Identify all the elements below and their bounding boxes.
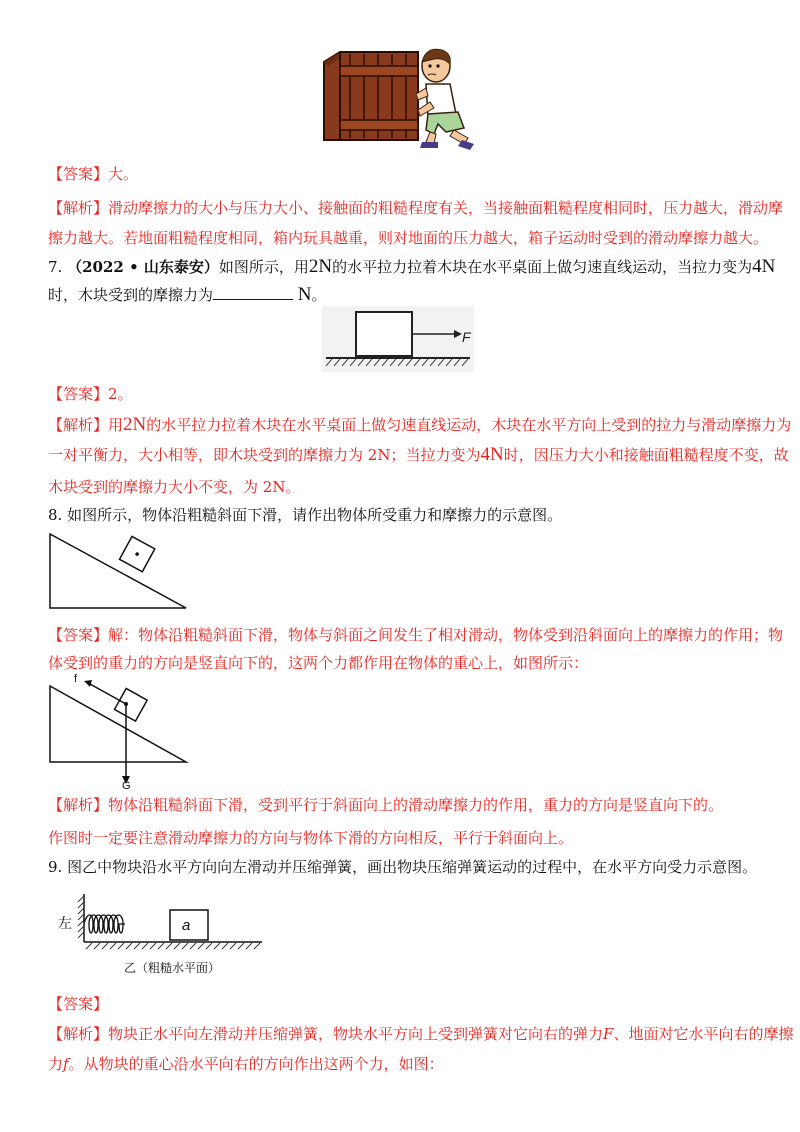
q9-block-label: a xyxy=(182,917,191,934)
answer-tag: 【答案】 xyxy=(48,626,109,644)
q6-analysis-text-1: 滑动摩擦力的大小与压力大小、接触面的粗糙程度有关，当接触面粗糙程度相同时，压力越大，滑动摩 xyxy=(108,199,784,217)
q7-analysis-text-2: 的水平拉力拉着木块在水平桌面上做匀速直线运动，木块在水平方向上受到的拉力与滑动摩擦力为 xyxy=(146,416,792,434)
q7-analysis-line-2 xyxy=(48,444,789,466)
q9-spring xyxy=(84,915,125,933)
q7-analysis-text-1: 用 xyxy=(108,416,124,434)
q8-block xyxy=(120,536,155,571)
q7-analysis-line-1 xyxy=(48,414,791,436)
q9-wall-hatching xyxy=(78,896,84,938)
analysis-tag: 【解析】 xyxy=(48,796,109,814)
q7-force-1: 2N xyxy=(308,256,333,277)
q8-force-diagram xyxy=(48,672,198,790)
q7-analysis-text-3: 一对平衡力，大小相等，即木块受到的摩擦力为 2N；当拉力变为 xyxy=(48,446,481,464)
q9-label-left: 左 xyxy=(58,915,72,931)
q7-answer-text: 2。 xyxy=(108,385,133,403)
q9-ground-hatching xyxy=(86,943,260,949)
q7-answer-blank xyxy=(213,285,293,300)
q8-analysis-text-1: 物体沿粗糙斜面下滑，受到平行于斜面向上的滑动摩擦力的作用，重力的方向是竖直向下的。 xyxy=(108,796,724,814)
q9-question: 9. 图乙中物块沿水平方向向左滑动并压缩弹簧，画出物块压缩弹簧运动的过程中，在水平方向受力示意图。 xyxy=(48,858,758,876)
q7-tail: 。 xyxy=(311,286,327,304)
q6-answer xyxy=(48,163,138,185)
q9-analysis-text-3: 力 xyxy=(48,1055,64,1073)
boy-pushing-crate-image xyxy=(318,44,478,150)
q7-analysis-force-2: 4N xyxy=(480,444,504,465)
analysis-tag: 【解析】 xyxy=(48,1025,109,1043)
q8-analysis-line-2: 作图时一定要注意滑动摩擦力的方向与物体下滑的方向相反，平行于斜面向上。 xyxy=(48,829,574,847)
q8-label-g: G xyxy=(122,780,131,790)
q7-answer xyxy=(48,383,133,405)
q7-figure-label-f: F xyxy=(462,329,471,345)
q7-analysis-line-3: 木块受到的摩擦力大小不变，为 2N。 xyxy=(48,478,301,496)
q7-source: （2022 • 山东泰安） xyxy=(67,258,219,276)
q9-analysis-force-f: F xyxy=(603,1025,614,1043)
q9-analysis-friction-f: f xyxy=(63,1055,69,1073)
analysis-tag: 【解析】 xyxy=(48,199,109,217)
q9-spring-figure xyxy=(56,892,266,980)
q6-analysis-line-2: 擦力越大。若地面粗糙程度相同，箱内玩具越重，则对地面的压力越大，箱子运动时受到的滑动摩擦力越大。 xyxy=(48,229,769,247)
q7-unit: N xyxy=(297,284,312,305)
q9-analysis-text-2: 、地面对它水平向右的摩擦 xyxy=(613,1025,794,1043)
q9-analysis-text-4: 。从物块的重心沿水平向右的方向作出这两个力，如图： xyxy=(68,1055,444,1073)
q8-answer-line-2: 体受到的重力的方向是竖直向下的，这两个力都作用在物体的重心上，如图所示： xyxy=(48,654,589,672)
q9-analysis-line-2 xyxy=(48,1053,444,1075)
q7-text-1: 如图所示，用 xyxy=(218,258,309,276)
answer-tag: 【答案】 xyxy=(48,995,109,1013)
q8-answer-line-1 xyxy=(48,624,783,646)
answer-tag: 【答案】 xyxy=(48,385,109,403)
q8-question: 8. 如图所示，物体沿粗糙斜面下滑，请作出物体所受重力和摩擦力的示意图。 xyxy=(48,506,563,524)
q8-incline-figure xyxy=(48,532,188,610)
q9-answer xyxy=(48,993,108,1015)
q7-analysis-force-1: 2N xyxy=(123,414,147,435)
q8-analysis-line-1 xyxy=(48,794,723,816)
q7-block-figure xyxy=(322,306,474,372)
q7-text-2: 的水平拉力拉着木块在水平桌面上做匀速直线运动，当拉力变为 xyxy=(332,258,753,276)
analysis-tag: 【解析】 xyxy=(48,416,109,434)
q9-analysis-text-1: 物块正水平向左滑动并压缩弹簧，物块水平方向上受到弹簧对它向右的弹力 xyxy=(108,1025,604,1043)
q8-label-f: f xyxy=(74,673,78,685)
q6-analysis-line-1 xyxy=(48,197,783,219)
q7-question-line-1 xyxy=(48,256,775,278)
q7-question-line-2 xyxy=(48,284,327,306)
q9-caption: 乙（粗糙水平面） xyxy=(124,961,221,975)
q7-number: 7. xyxy=(48,258,63,276)
q7-analysis-text-4: 时，因压力大小和接触面粗糙程度不变，故 xyxy=(503,446,789,464)
q7-force-2: 4N xyxy=(752,256,776,277)
answer-tag: 【答案】 xyxy=(48,165,109,183)
q6-answer-text: 大。 xyxy=(108,165,139,183)
q9-analysis-line-1 xyxy=(48,1023,793,1045)
q7-text-3: 时，木块受到的摩擦力为 xyxy=(48,286,214,304)
q8-answer-text-1: 解：物体沿粗糙斜面下滑，物体与斜面之间发生了相对滑动，物体受到沿斜面向上的摩擦力的作用；物 xyxy=(108,626,784,644)
